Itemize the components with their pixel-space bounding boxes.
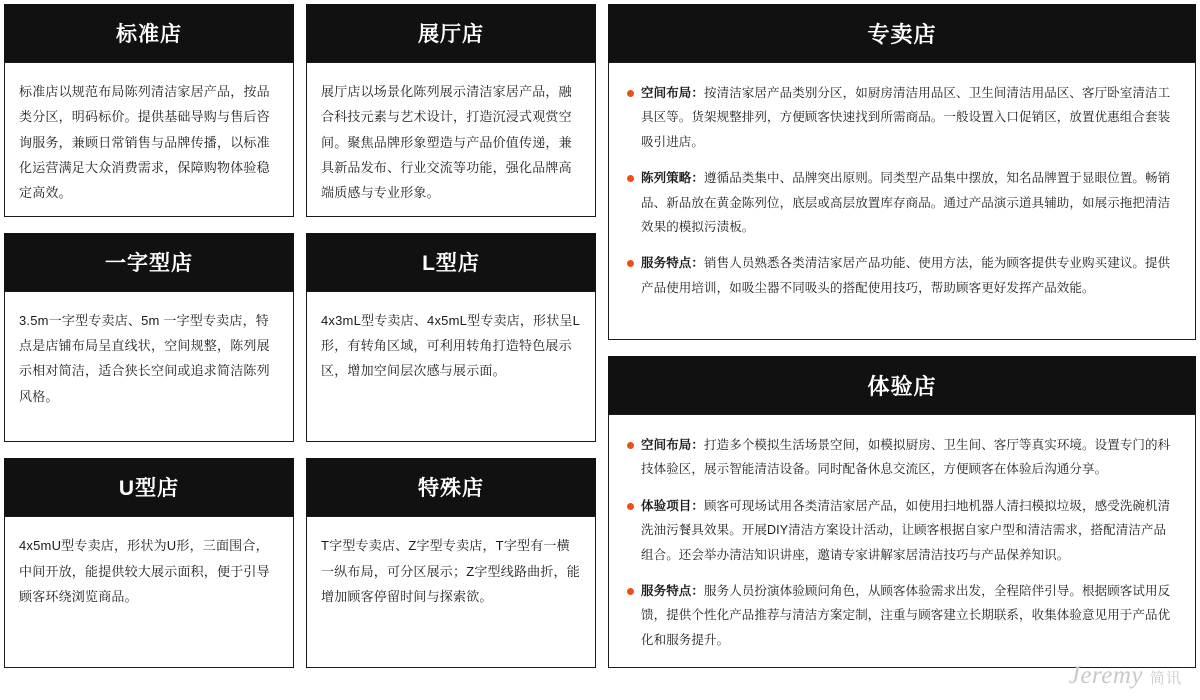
card-title: U型店 — [4, 458, 294, 516]
bullet-dot-icon — [627, 503, 634, 510]
bullet-text — [641, 579, 1175, 652]
bullet-detail: 按清洁家居产品类别分区，如厨房清洁用品区、卫生间清洁用品区、客厅卧室清洁工具区等。货架规整排列，方便顾客快速找到所需商品。一般设置入口促销区，放置优惠组合套装吸引进店。 — [641, 86, 1171, 149]
card-standard-store — [4, 4, 294, 217]
bullet-lead: 服务特点： — [641, 583, 705, 598]
card-body — [608, 414, 1196, 668]
card-title: 专卖店 — [608, 4, 1196, 62]
bullet-item — [627, 251, 1175, 300]
bullet-dot-icon — [627, 260, 634, 267]
card-title: L型店 — [306, 233, 596, 291]
bullet-text — [641, 494, 1175, 567]
bullet-item — [627, 494, 1175, 567]
card-body: 展厅店以场景化陈列展示清洁家居产品，融合科技元素与艺术设计，打造沉浸式观赏空间。聚焦品牌形象塑造与产品价值传递，兼具新品发布、行业交流等功能，强化品牌高端质感与专业形象。 — [306, 62, 596, 217]
card-special-store — [306, 458, 596, 668]
bullet-text — [641, 433, 1175, 482]
bullet-dot-icon — [627, 90, 634, 97]
card-linear-store — [4, 233, 294, 443]
bullet-item — [627, 166, 1175, 239]
bullet-item — [627, 433, 1175, 482]
left-card-grid — [4, 4, 596, 668]
card-body: 标准店以规范布局陈列清洁家居产品，按品类分区，明码标价。提供基础导购与售后咨询服务，兼顾日常销售与品牌传播，以标准化运营满足大众消费需求，保障购物体验稳定高效。 — [4, 62, 294, 217]
card-u-shape-store — [4, 458, 294, 668]
watermark-sub-text: 简讯 — [1149, 670, 1182, 687]
watermark — [1069, 662, 1182, 690]
card-l-shape-store — [306, 233, 596, 443]
card-experience-store — [608, 356, 1196, 668]
bullet-lead: 空间布局： — [641, 438, 705, 452]
bullet-dot-icon — [627, 175, 634, 182]
right-card-column — [608, 4, 1196, 668]
bullet-detail: 遵循品类集中、品牌突出原则。同类型产品集中摆放，知名品牌置于显眼位置。畅销品、新品放在黄金陈列位，底层或高层放置库存商品。通过产品演示道具辅助，如展示拖把清洁效果的模拟污渍板。 — [641, 171, 1171, 234]
bullet-lead: 空间布局： — [641, 86, 705, 100]
bullet-detail: 顾客可现场试用各类清洁家居产品，如使用扫地机器人清扫模拟垃圾，感受洗碗机清洗油污餐具效果。开展DIY清洁方案设计活动，让顾客根据自家户型和清洁需求，搭配清洁产品组合。还会举办清洁知识讲座，邀请专家讲解家居清洁技巧与产品保养知识。 — [641, 498, 1171, 562]
bullet-dot-icon — [627, 442, 634, 449]
card-body: 3.5m一字型专卖店、5m 一字型专卖店，特点是店铺布局呈直线状，空间规整，陈列展示相对简洁，适合狭长空间或追求简洁陈列风格。 — [4, 291, 294, 443]
card-showroom-store — [306, 4, 596, 217]
card-title: 体验店 — [608, 356, 1196, 414]
bullet-lead: 陈列策略： — [641, 171, 705, 186]
bullet-item — [627, 579, 1175, 652]
bullet-text — [641, 251, 1175, 300]
card-exclusive-store — [608, 4, 1196, 340]
card-body: 4x5mU型专卖店，形状为U形，三面围合，中间开放，能提供较大展示面积，便于引导顾客环绕浏览商品。 — [4, 516, 294, 668]
card-title: 一字型店 — [4, 233, 294, 291]
bullet-dot-icon — [627, 588, 634, 595]
bullet-text — [641, 166, 1175, 239]
card-title: 特殊店 — [306, 458, 596, 516]
bullet-item — [627, 81, 1175, 154]
bullet-detail: 服务人员扮演体验顾问角色，从顾客体验需求出发，全程陪伴引导。根据顾客试用反馈，提供个性化产品推荐与清洁方案定制，注重与顾客建立长期联系，收集体验意见用于产品优化和服务提升。 — [641, 583, 1171, 647]
card-title: 展厅店 — [306, 4, 596, 62]
bullet-lead: 服务特点： — [641, 256, 705, 271]
watermark-main-text: Jeremy — [1068, 662, 1143, 689]
bullet-lead: 体验项目： — [641, 498, 705, 513]
bullet-detail: 销售人员熟悉各类清洁家居产品功能、使用方法，能为顾客提供专业购买建议。提供产品使用培训，如吸尘器不同吸头的搭配使用技巧，帮助顾客更好发挥产品效能。 — [641, 256, 1171, 295]
card-body: T字型专卖店、Z字型专卖店，T字型有一横一纵布局，可分区展示；Z字型线路曲折，能增加顾客停留时间与探索欲。 — [306, 516, 596, 668]
bullet-detail: 打造多个模拟生活场景空间，如模拟厨房、卫生间、客厅等真实环境。设置专门的科技体验区，展示智能清洁设备。同时配备休息交流区，方便顾客在体验后沟通分享。 — [641, 438, 1171, 477]
bullet-text — [641, 81, 1175, 154]
card-body: 4x3mL型专卖店、4x5mL型专卖店，形状呈L形，有转角区域，可利用转角打造特色展示区，增加空间层次感与展示面。 — [306, 291, 596, 443]
card-title: 标准店 — [4, 4, 294, 62]
card-body — [608, 62, 1196, 340]
